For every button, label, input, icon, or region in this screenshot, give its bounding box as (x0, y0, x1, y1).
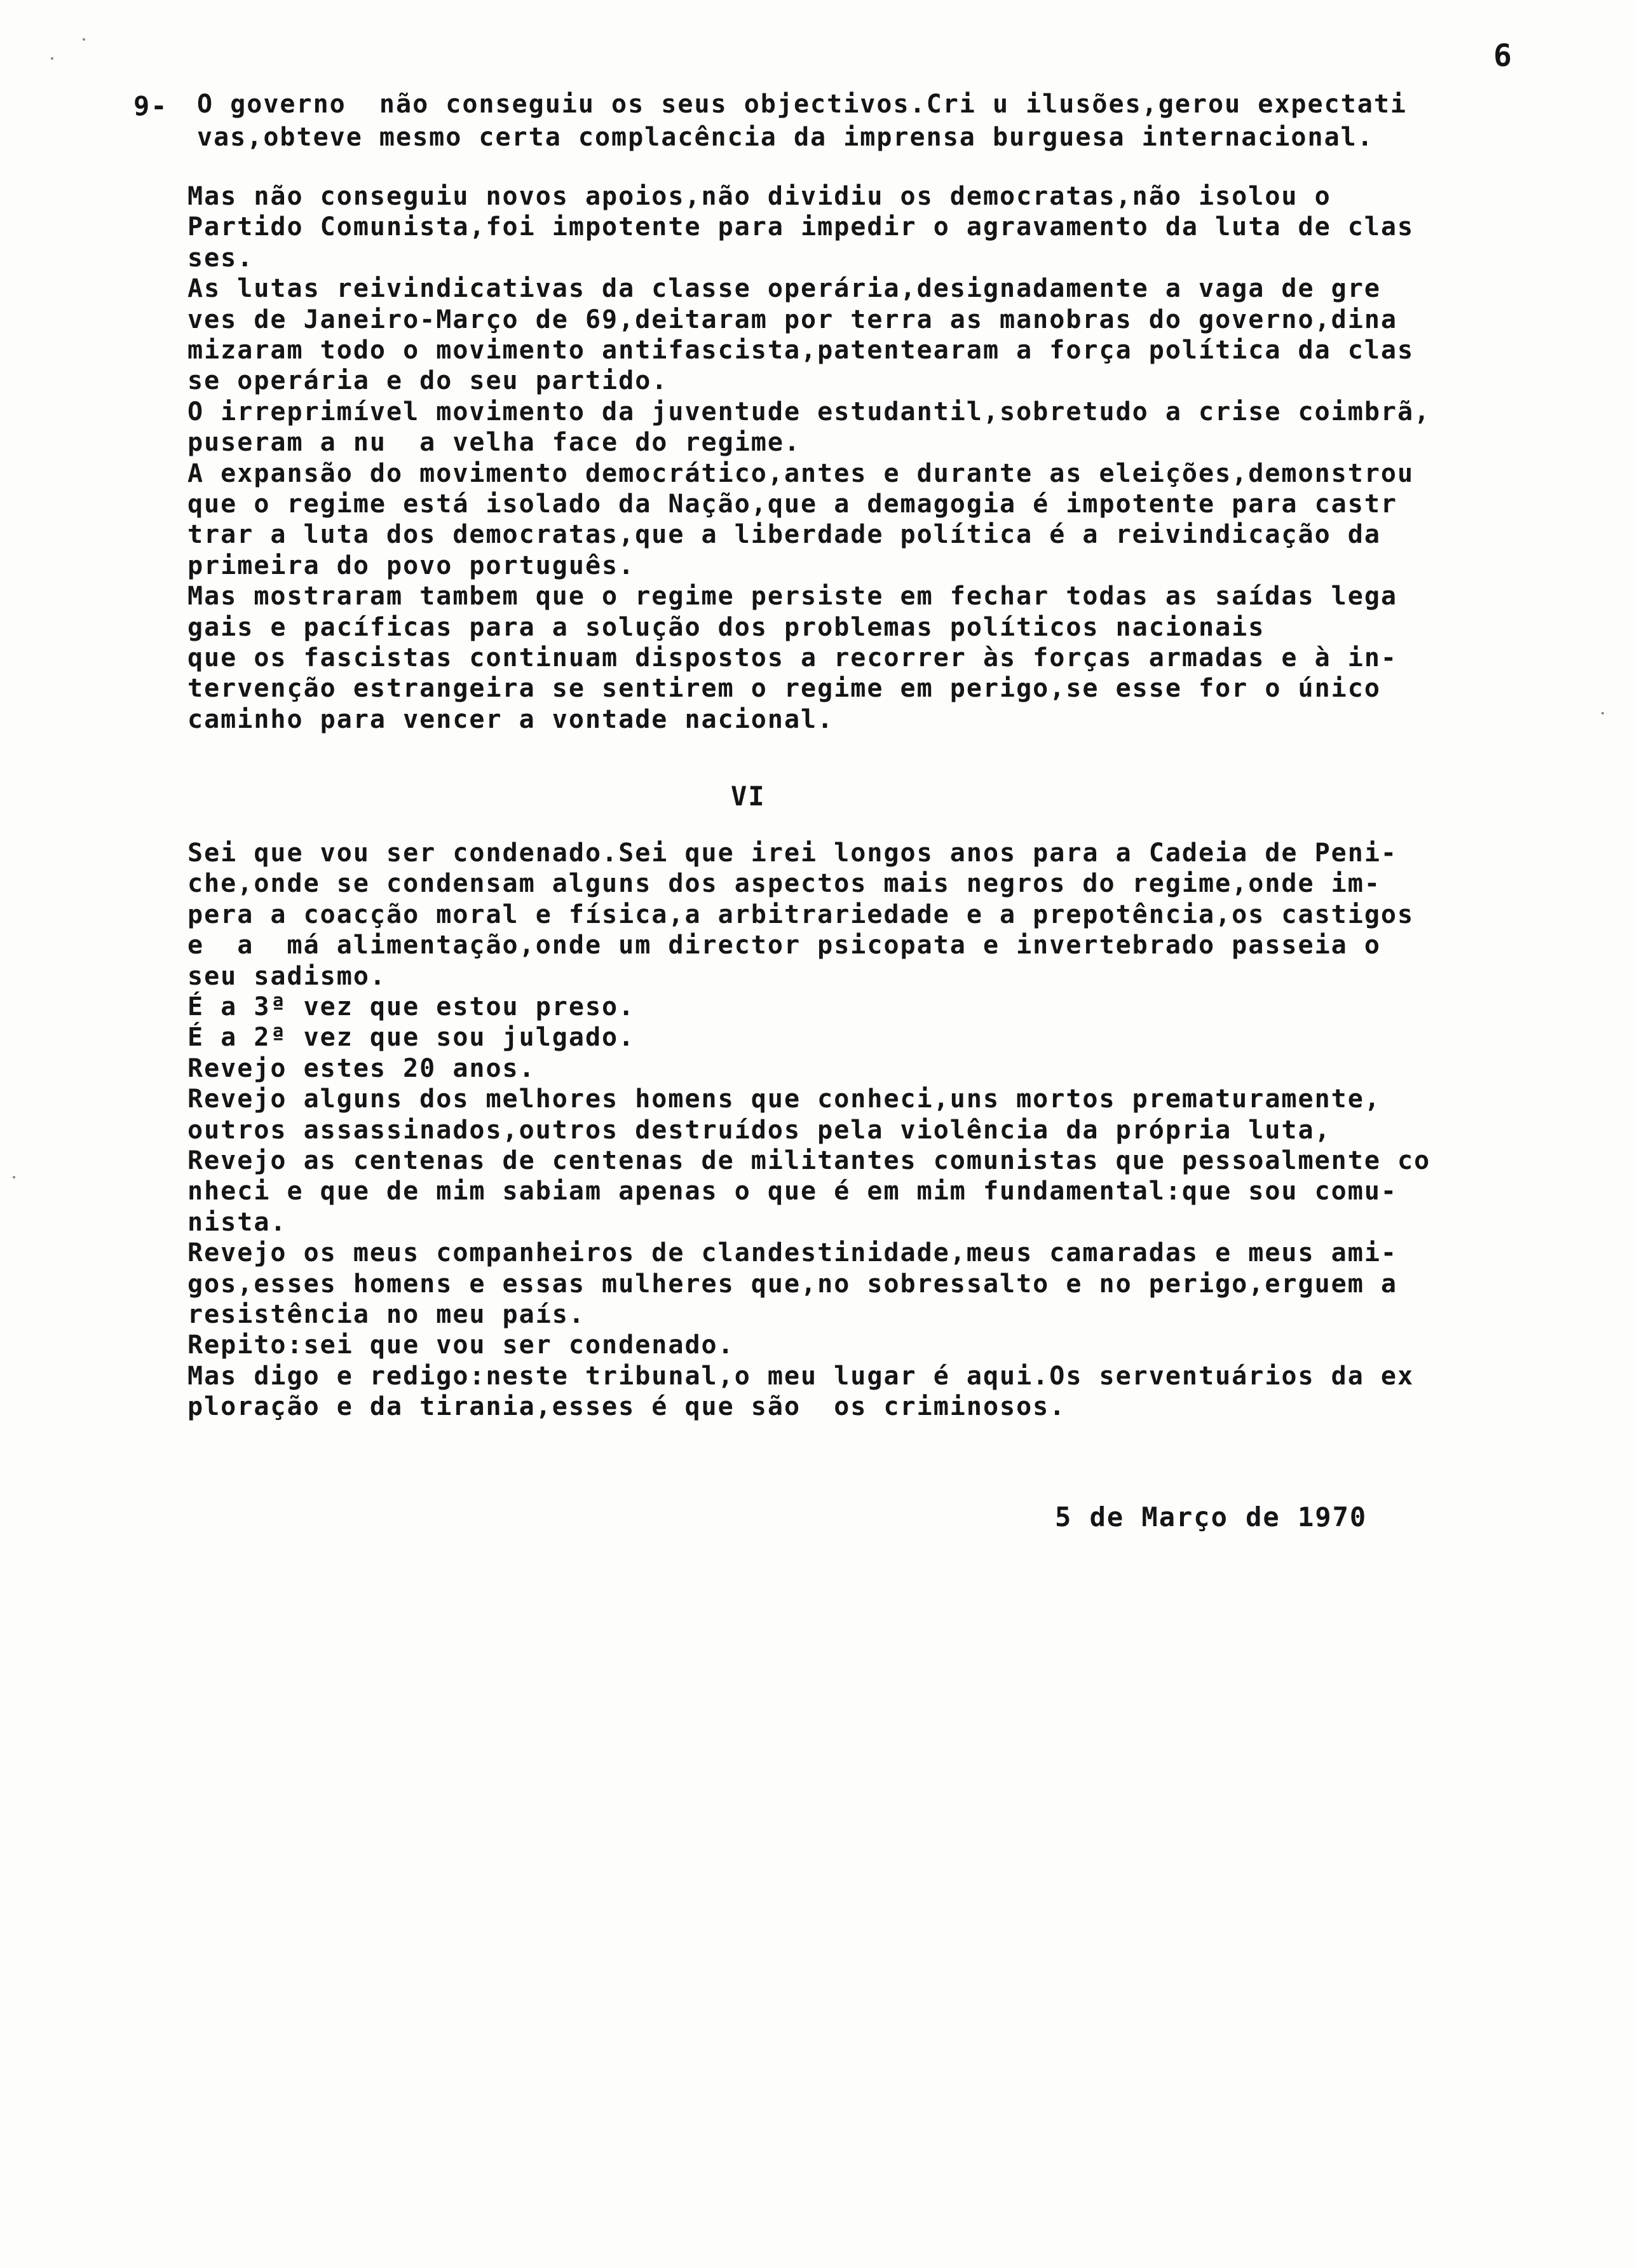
text-line: e a má alimentação,onde um director psicopata e invertebrado passeia o (187, 931, 1381, 960)
page-number: 6 (1493, 38, 1513, 74)
text-line: resistência no meu país. (187, 1300, 585, 1329)
text-line: que os fascistas continuam dispostos a recorrer às forças armadas e à in- (187, 643, 1397, 673)
text-line: Repito:sei que vou ser condenado. (187, 1330, 735, 1360)
text-line: ses. (187, 243, 254, 273)
text-line: primeira do povo português. (187, 550, 635, 580)
text-line: nista. (187, 1207, 287, 1237)
text-line: É a 3ª vez que estou preso. (187, 992, 635, 1021)
text-line: Revejo os meus companheiros de clandestinidade,meus camaradas e meus ami- (187, 1238, 1397, 1268)
text-line: ploração e da tirania,esses é que são os criminosos. (187, 1392, 1066, 1422)
text-line: Partido Comunista,foi impotente para impedir o agravamento da luta de clas (187, 212, 1415, 242)
section-marker: 9- (133, 90, 168, 121)
paper-speck (51, 57, 53, 60)
text-line: pera a coacção moral e física,a arbitrariedade e a prepotência,os castigos (187, 899, 1415, 929)
text-line: gos,esses homens e essas mulheres que,no sobressalto e no perigo,erguem a (187, 1269, 1397, 1299)
text-line: tervenção estrangeira se sentirem o regime em perigo,se esse for o único (187, 674, 1381, 704)
text-line: que o regime está isolado da Nação,que a demagogia é impotente para castr (187, 489, 1397, 519)
text-line: che,onde se condensam alguns dos aspectos mais negros do regime,onde im- (187, 869, 1381, 899)
text-line: caminho para vencer a vontade nacional. (187, 704, 834, 734)
paper-speck (83, 38, 85, 41)
text-line: nheci e que de mim sabiam apenas o que é em mim fundamental:que sou comu- (187, 1177, 1397, 1206)
text-line: É a 2ª vez que sou julgado. (187, 1023, 635, 1053)
text-line: ves de Janeiro-Março de 69,deitaram por terra as manobras do governo,dina (187, 304, 1397, 334)
text-line: Revejo estes 20 anos. (187, 1053, 536, 1083)
text-line: Revejo alguns dos melhores homens que conheci,uns mortos prematuramente, (187, 1084, 1381, 1114)
text-line: O irreprimível movimento da juventude estudantil,sobretudo a crise coimbrã, (187, 397, 1431, 427)
text-line: trar a luta dos democratas,que a liberdade política é a reivindicação da (187, 520, 1381, 550)
text-line: Sei que vou ser condenado.Sei que irei longos anos para a Cadeia de Peni- (187, 838, 1397, 868)
paper-speck (13, 1176, 15, 1178)
section-heading: VI (731, 781, 766, 812)
text-line: gais e pacíficas para a solução dos problemas políticos nacionais (187, 612, 1265, 642)
paper-speck (1601, 712, 1604, 714)
text-line: vas,obteve mesmo certa complacência da imprensa burguesa internacional. (197, 123, 1374, 152)
text-line: Mas mostraram tambem que o regime persiste em fechar todas as saídas lega (187, 582, 1397, 611)
text-line: puseram a nu a velha face do regime. (187, 428, 801, 458)
text-line: Mas digo e redigo:neste tribunal,o meu lugar é aqui.Os serventuários da ex (187, 1361, 1415, 1391)
document-date: 5 de Março de 1970 (1055, 1501, 1368, 1533)
text-line: Mas não conseguiu novos apoios,não dividiu os democratas,não isolou o (187, 182, 1331, 211)
text-line: A expansão do movimento democrático,antes e durante as eleições,demonstrou (187, 458, 1415, 488)
text-line: outros assassinados,outros destruídos pela violência da própria luta, (187, 1115, 1331, 1145)
text-line: O governo não conseguiu os seus objectivos.Cri u ilusões,gerou expectati (197, 90, 1407, 119)
text-line: Revejo as centenas de centenas de militantes comunistas que pessoalmente co (187, 1146, 1431, 1175)
text-line: mizaram todo o movimento antifascista,patentearam a força política da clas (187, 336, 1415, 365)
text-line: seu sadismo. (187, 961, 386, 991)
text-line: As lutas reivindicativas da classe operária,designadamente a vaga de gre (187, 274, 1381, 304)
text-line: se operária e do seu partido. (187, 366, 669, 396)
